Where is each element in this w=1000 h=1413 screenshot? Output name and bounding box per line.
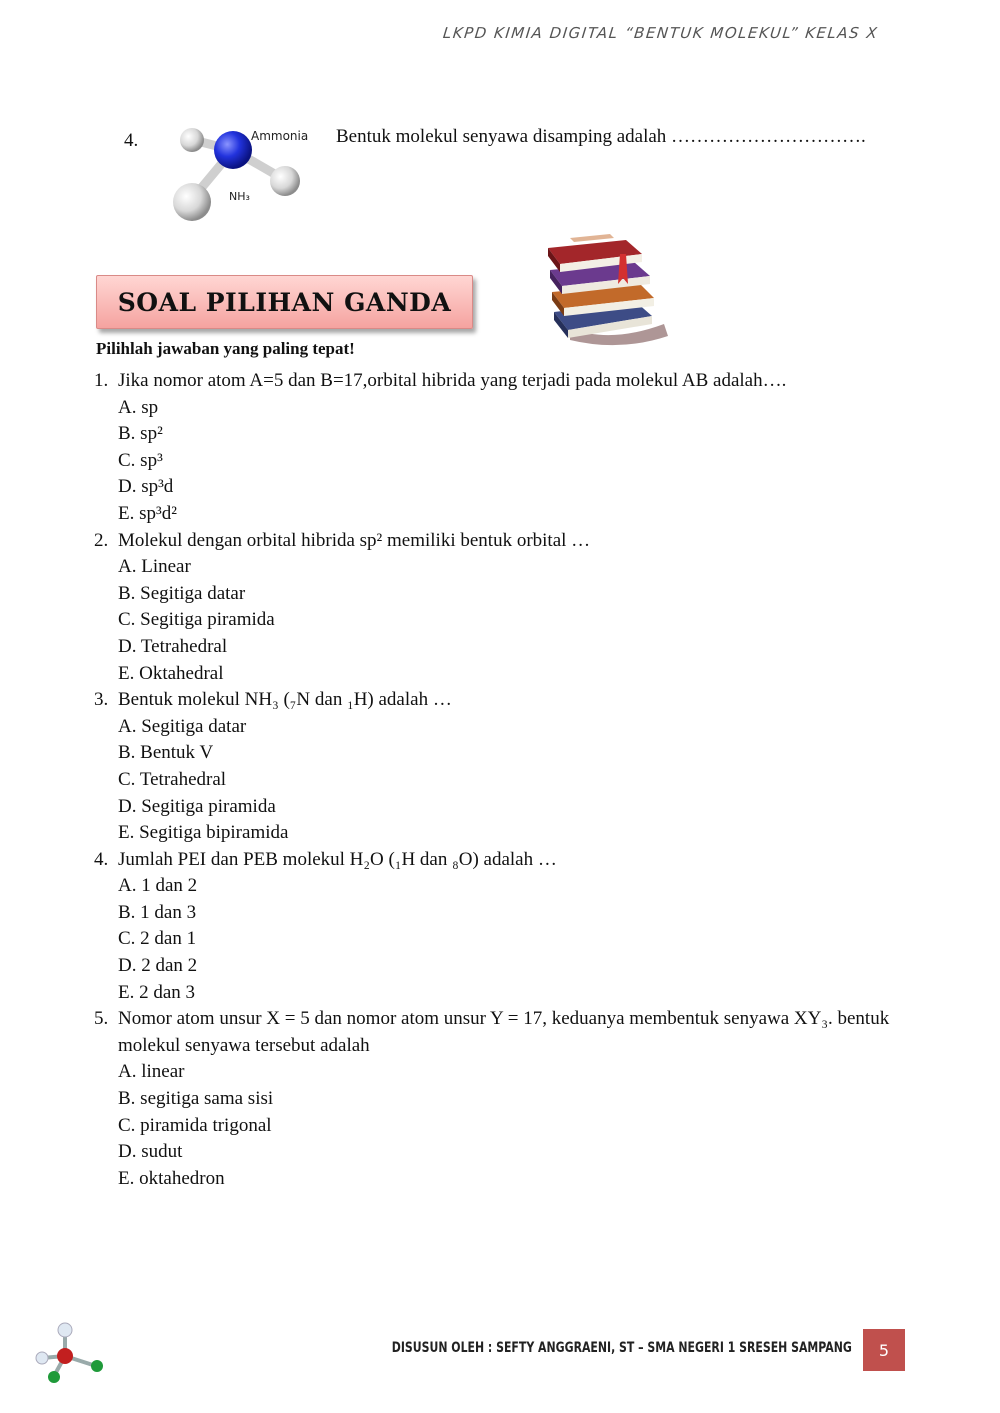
answer-option: A. Linear	[118, 556, 191, 578]
answer-option: B. Bentuk V	[118, 742, 214, 764]
question-number: 3.	[94, 689, 109, 711]
answer-option: E. Segitiga bipiramida	[118, 822, 289, 844]
question-row	[94, 687, 914, 714]
molecule-logo-icon	[30, 1318, 110, 1388]
answer-option: C. piramida trigonal	[118, 1114, 272, 1136]
answer-option: C. Tetrahedral	[118, 768, 227, 790]
answer-option: C. 2 dan 1	[118, 928, 197, 950]
question-item	[94, 528, 914, 688]
books-stack-image	[540, 232, 670, 348]
question-list	[94, 368, 914, 1192]
answer-option: B. segitiga sama sisi	[118, 1088, 274, 1110]
answer-option: D. sp³d	[118, 476, 174, 498]
question-number: 2.	[94, 529, 109, 551]
answer-option: D. Tetrahedral	[118, 635, 228, 657]
answer-option: B. sp²	[118, 423, 163, 445]
question-text: Bentuk molekul NH₃ (₇N dan ₁H) adalah …	[118, 689, 452, 711]
question-text: Nomor atom unsur X = 5 dan nomor atom unsur Y = 17, keduanya membentuk senyawa XY₃. bentuk molekul senyawa tersebut adalah	[118, 1008, 890, 1056]
ammonia-formula-label: NH₃	[229, 190, 250, 203]
answer-option: A. sp	[118, 396, 159, 418]
question-row	[94, 1006, 914, 1059]
section-title: SOAL PILIHAN GANDA	[117, 287, 452, 317]
document-header: LKPD KIMIA DIGITAL “BENTUK MOLEKUL” KELAS X	[441, 24, 879, 42]
question-row	[94, 847, 914, 874]
answer-option: D. sudut	[118, 1141, 183, 1163]
section-instruction: Pilihlah jawaban yang paling tepat!	[96, 339, 355, 358]
answer-option: D. 2 dan 2	[118, 955, 198, 977]
question-number: 1.	[94, 370, 109, 391]
answer-option: C. sp³	[118, 449, 163, 471]
footer-credit: DISUSUN OLEH : SEFTY ANGGRAENI, ST – SMA NEGERI 1 SRESEH SAMPANG	[391, 1340, 852, 1356]
answer-option: A. linear	[118, 1061, 185, 1083]
answer-option: B. 1 dan 3	[118, 901, 197, 923]
section-title-banner	[96, 275, 473, 329]
question-row	[94, 528, 914, 555]
question-number: 5.	[94, 1008, 109, 1030]
answer-option: A. Segitiga datar	[118, 715, 247, 737]
question-text: Molekul dengan orbital hibrida sp² memiliki bentuk orbital …	[118, 529, 591, 551]
question-row	[94, 368, 914, 395]
question-text: Jika nomor atom A=5 dan B=17,orbital hibrida yang terjadi pada molekul AB adalah….	[118, 370, 787, 391]
question-number: 4.	[94, 848, 109, 870]
answer-option: E. Oktahedral	[118, 662, 224, 684]
answer-option: E. 2 dan 3	[118, 981, 196, 1003]
question-item	[94, 847, 914, 1007]
answer-option: E. oktahedron	[118, 1167, 225, 1189]
question-text: Jumlah PEI dan PEB molekul H₂O (₁H dan ₈O) adalah …	[118, 848, 557, 870]
answer-option: D. Segitiga piramida	[118, 795, 276, 817]
answer-option: B. Segitiga datar	[118, 582, 246, 604]
question-item	[94, 1006, 914, 1192]
answer-option: A. 1 dan 2	[118, 875, 198, 897]
question-item	[94, 687, 914, 847]
essay-question-number: 4.	[124, 130, 139, 151]
answer-option: C. Segitiga piramida	[118, 609, 275, 631]
ammonia-label: Ammonia	[251, 129, 309, 143]
answer-option: E. sp³d²	[118, 502, 177, 524]
question-item	[94, 368, 914, 528]
page-number-badge: 5	[863, 1329, 905, 1371]
essay-question-text: Bentuk molekul senyawa disamping adalah ………………………….	[336, 126, 866, 147]
ammonia-molecule-image	[165, 118, 325, 228]
